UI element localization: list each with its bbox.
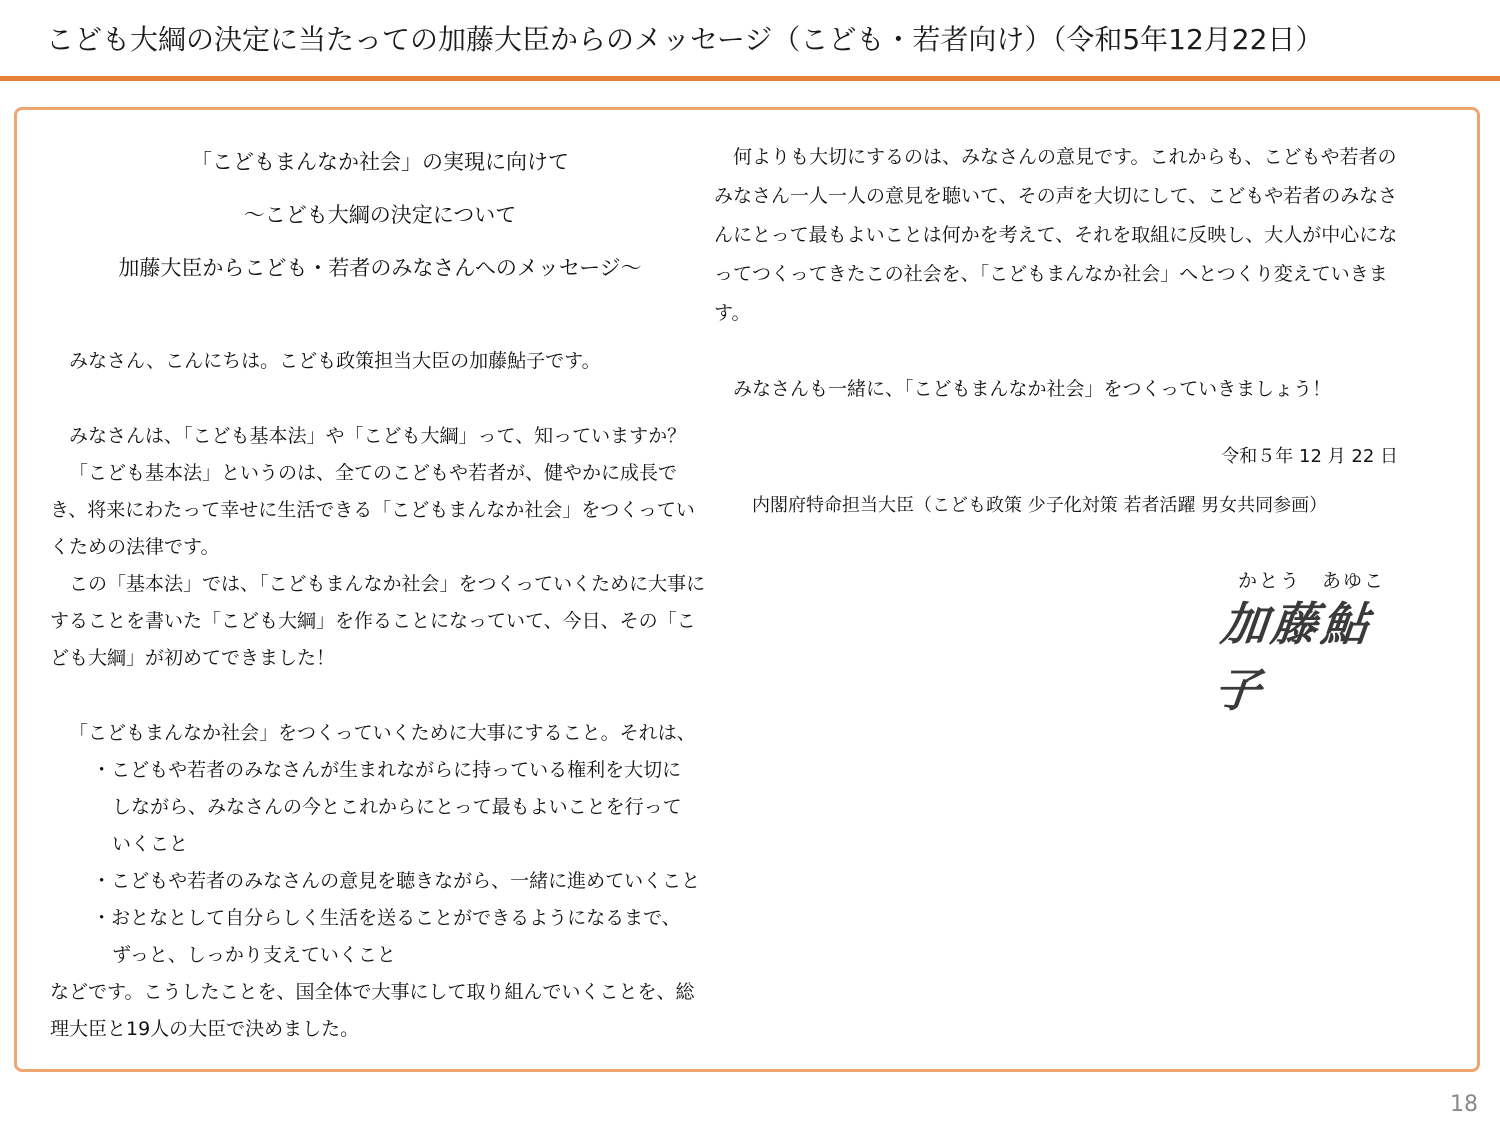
greeting-paragraph: みなさん、こんにちは。こども政策担当大臣の加藤鮎子です。	[69, 350, 601, 372]
bullet-3-line-2: ずっと、しっかり支えていくこと	[112, 944, 396, 966]
question-paragraph: みなさんは、「こども基本法」や「こども大綱」って、知っていますか？	[69, 425, 687, 447]
bullet-2: ・こどもや若者のみなさんの意見を聴きながら、一緒に進めていくこと	[92, 870, 701, 892]
message-left-column	[50, 128, 710, 1048]
bullet-3-line-1: ・おとなとして自分らしく生活を送ることができるようになるまで、	[92, 907, 681, 929]
signature-reading: かとう あゆこ	[1238, 570, 1386, 592]
signature-image: 加藤鮎子	[1211, 597, 1375, 717]
basic-law-outline-paragraph: この「基本法」では、「こどもまんなか社会」をつくっていくために大事にすることを書いた「こども大綱」を作ることになっていて、今日、その「こども大綱」が初めてできました！	[50, 573, 706, 669]
closing-decision-paragraph: などです。こうしたことを、国全体で大事にして取り組んでいくことを、総理大臣と19人の大臣で決めました。	[50, 981, 695, 1040]
priorities-intro: 「こどもまんなか社会」をつくっていくために大事にすること。それは、	[69, 722, 696, 744]
bullet-1-line-2: しながら、みなさんの今とこれからにとって最もよいことを行って	[112, 796, 682, 818]
message-heading	[50, 136, 710, 295]
message-date: 令和５年 12 月 22 日	[1221, 446, 1398, 467]
heading-line-3: 加藤大臣からこども・若者のみなさんへのメッセージ～	[118, 256, 642, 280]
heading-line-1: 「こどもまんなか社会」の実現に向けて	[191, 150, 569, 174]
page-title: こども大綱の決定に当たっての加藤大臣からのメッセージ（こども・若者向け）（令和5年12月22日）	[46, 23, 1324, 56]
basic-law-paragraph: 「こども基本法」というのは、全てのこどもや若者が、健やかに成長でき、将来にわたって幸せに生活できる「こどもまんなか社会」をつくっていくための法律です。	[50, 462, 695, 558]
opinions-paragraph: 何よりも大切にするのは、みなさんの意見です。これからも、こどもや若者のみなさん一人一人の意見を聴いて、その声を大切にして、こどもや若者のみなさんにとって最もよいことは何かを考えて、それを取組に反映し、大人が中心になってつくってきたこの社会を、「こどもまんなか社会」へとつくり変えていきます。	[714, 146, 1398, 324]
title-underline	[0, 76, 1500, 81]
bullet-1-line-1: ・こどもや若者のみなさんが生まれながらに持っている権利を大切に	[92, 759, 682, 781]
minister-title: 内閣府特命担当大臣（こども政策 少子化対策 若者活躍 男女共同参画）	[752, 495, 1328, 516]
heading-line-2: ～こども大綱の決定について	[243, 203, 517, 227]
message-right-column	[714, 128, 1414, 526]
page-number: 18	[1450, 1092, 1478, 1117]
bullet-1-line-3: いくこと	[112, 833, 189, 855]
call-to-action: みなさんも一緒に、「こどもまんなか社会」をつくっていきましょう！	[733, 378, 1332, 400]
